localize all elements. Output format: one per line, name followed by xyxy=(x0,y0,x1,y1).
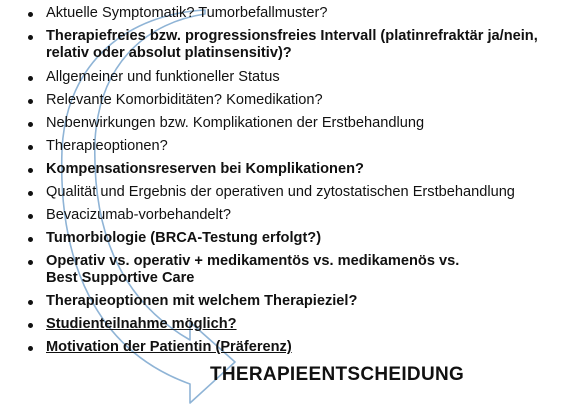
list-item xyxy=(18,316,558,334)
bullet-dot xyxy=(28,145,33,150)
bullet-dot xyxy=(28,122,33,127)
list-item-text: Relevante Komorbiditäten? Komedikation? xyxy=(46,92,323,108)
bullet-dot xyxy=(28,260,33,265)
list-item xyxy=(18,339,558,357)
list-item xyxy=(18,28,558,46)
list-item xyxy=(18,69,558,87)
list-item-text: Motivation der Patientin (Präferenz) xyxy=(46,339,292,355)
list-item-text: relativ oder absolut platinsensitiv)? xyxy=(46,45,292,61)
conclusion-heading: THERAPIEENTSCHEIDUNG xyxy=(210,364,465,385)
list-item xyxy=(18,230,558,248)
bullet-dot xyxy=(28,76,33,81)
list-item-text: Aktuelle Symptomatik? Tumorbefallmuster? xyxy=(46,5,328,21)
bullet-dot xyxy=(28,168,33,173)
bullet-dot xyxy=(28,191,33,196)
list-item xyxy=(18,161,558,179)
bullet-dot xyxy=(28,300,33,305)
bullet-dot xyxy=(28,35,33,40)
list-item xyxy=(18,184,558,202)
list-item xyxy=(18,293,558,311)
list-item xyxy=(18,253,558,271)
list-item-text: Tumorbiologie (BRCA-Testung erfolgt?) xyxy=(46,230,322,246)
list-item xyxy=(18,5,558,23)
bullet-dot xyxy=(28,99,33,104)
list-item-text: Therapiefreies bzw. progressionsfreies Intervall (platinrefraktär ja/nein, xyxy=(46,28,538,44)
list-item-text: Qualität und Ergebnis der operativen und zytostatischen Erstbehandlung xyxy=(46,184,515,200)
list-item-continuation xyxy=(18,270,558,288)
bullet-dot xyxy=(28,12,33,17)
list-item-text: Therapieoptionen? xyxy=(46,138,168,154)
list-item-text: Kompensationsreserven bei Komplikationen? xyxy=(46,161,364,177)
bullet-dot xyxy=(28,214,33,219)
list-item xyxy=(18,115,558,133)
bullet-dot xyxy=(28,323,33,328)
bullet-dot xyxy=(28,346,33,351)
list-item-text: Best Supportive Care xyxy=(46,270,195,286)
list-item-text: Nebenwirkungen bzw. Komplikationen der Erstbehandlung xyxy=(46,115,425,131)
list-item-text: Bevacizumab-vorbehandelt? xyxy=(46,207,231,223)
list-item-text: Therapieoptionen mit welchem Therapieziel? xyxy=(46,293,358,309)
list-item xyxy=(18,92,558,110)
list-item xyxy=(18,207,558,225)
list-item-text: Allgemeiner und funktioneller Status xyxy=(46,69,280,85)
list-item xyxy=(18,138,558,156)
list-item-continuation xyxy=(18,45,558,63)
bullet-dot xyxy=(28,237,33,242)
list-item-text: Studienteilnahme möglich? xyxy=(46,316,237,332)
list-item-text: Operativ vs. operativ + medikamentös vs. medikamenös vs. xyxy=(46,253,460,269)
